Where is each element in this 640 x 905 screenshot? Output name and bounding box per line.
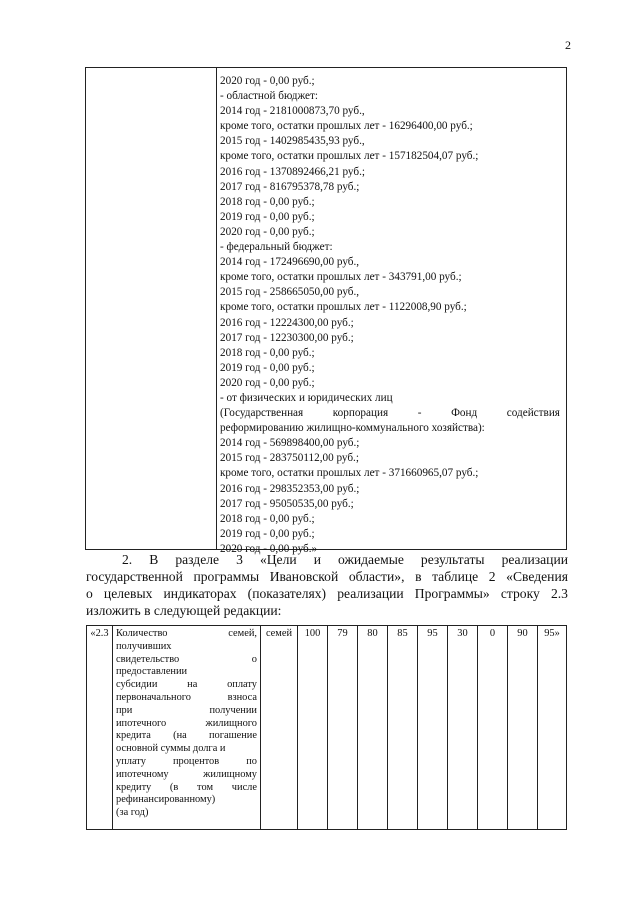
paragraph-word: строку [500, 586, 540, 601]
paragraph-line: изложить в следующей редакции: [86, 603, 282, 618]
funding-line: кроме того, остатки прошлых лет - 157182504,07 руб.; [220, 150, 479, 163]
description-line [116, 769, 257, 782]
description-word: процентов [172, 755, 220, 767]
funding-word: (Государственная [220, 407, 304, 420]
paragraph-line [86, 568, 568, 585]
paragraph-word: и [313, 552, 321, 567]
funding-cell [220, 74, 560, 557]
paragraph-word: программы [193, 569, 260, 584]
value-cell: 0 [478, 626, 508, 830]
row-number-cell: «2.3 [87, 626, 113, 830]
description-word: том [197, 781, 214, 793]
paragraph-word: Программы» [414, 586, 490, 601]
funding-line: 2019 год - 0,00 руб.; [220, 527, 315, 540]
funding-line: кроме того, остатки прошлых лет - 343791,00 руб.; [220, 271, 462, 284]
funding-line: - федеральный бюджет: [220, 241, 333, 254]
description-word: при [116, 704, 133, 716]
value-cell: 90 [508, 626, 538, 830]
description-word: семей, [228, 628, 257, 639]
description-word: оплату [227, 679, 257, 691]
funding-line: 2014 год - 2181000873,70 руб., [220, 105, 365, 118]
description-line [116, 666, 257, 679]
table-row [87, 626, 567, 830]
funding-line: 2016 год - 1370892466,21 руб.; [220, 165, 365, 178]
funding-table [85, 67, 567, 555]
description-line [116, 756, 257, 769]
paragraph-line [86, 585, 568, 602]
funding-word: содействия [506, 407, 560, 420]
description-line [116, 654, 257, 667]
description-word: жилищного [205, 717, 257, 729]
funding-line: - от физических и юридических лиц [220, 391, 393, 404]
funding-line: 2018 год - 0,00 руб.; [220, 512, 315, 525]
paragraph-word: разделе [175, 552, 220, 567]
paragraph-word: 3 [236, 552, 243, 567]
description-line [116, 743, 257, 756]
paragraph-word: индикаторах [163, 586, 237, 601]
paragraph-word: (показателях) [247, 586, 327, 601]
paragraph-word: реализации [337, 586, 404, 601]
description-line [116, 628, 257, 641]
funding-line: 2020 год - 0,00 руб.; [220, 225, 315, 238]
unit-cell: семей [261, 626, 298, 830]
funding-line: кроме того, остатки прошлых лет - 16296400,00 руб.; [220, 120, 473, 133]
funding-line: реформированию жилищно-коммунального хозяйства): [220, 422, 485, 435]
funding-line: 2018 год - 0,00 руб.; [220, 195, 315, 208]
paragraph-word: о [86, 586, 93, 601]
funding-line: 2016 год - 12224300,00 руб.; [220, 316, 354, 329]
paragraph-word: Ивановской [269, 569, 339, 584]
value-cell: 80 [358, 626, 388, 830]
funding-word: корпорация [332, 407, 389, 420]
funding-line: 2019 год - 0,00 руб.; [220, 361, 315, 374]
funding-justified-line [220, 406, 560, 421]
description-line [116, 794, 257, 807]
funding-list [220, 74, 560, 406]
description-word: числе [231, 781, 257, 793]
funding-line: 2014 год - 569898400,00 руб.; [220, 437, 360, 450]
description-word: свидетельство [116, 653, 180, 665]
amendment-paragraph [86, 551, 568, 619]
description-word: кредиту [116, 781, 152, 793]
description-word: на [187, 679, 198, 691]
description-line [116, 641, 257, 654]
description-word: кредита [116, 730, 151, 742]
description-word: уплату [116, 755, 146, 767]
paragraph-word: результаты [420, 552, 485, 567]
value-cell: 30 [448, 626, 478, 830]
description-word: взноса [227, 691, 257, 703]
funding-line: 2018 год - 0,00 руб.; [220, 346, 315, 359]
funding-line: 2014 год - 172496690,00 руб., [220, 256, 360, 269]
value-cell: 95» [538, 626, 567, 830]
value-cell: 95 [418, 626, 448, 830]
value-cell: 85 [388, 626, 418, 830]
value-cell: 79 [328, 626, 358, 830]
description-word: жилищному [203, 768, 257, 780]
description-word: (за год) [116, 807, 149, 819]
paragraph-word: 2.3 [550, 586, 568, 601]
description-word: получении [209, 704, 257, 716]
paragraph-word: В [149, 552, 159, 567]
funding-line: 2015 год - 258665050,00 руб., [220, 286, 360, 299]
funding-line: 2015 год - 1402985435,93 руб., [220, 135, 365, 148]
funding-line: 2017 год - 12230300,00 руб.; [220, 331, 354, 344]
paragraph-word: 2 [488, 569, 496, 584]
paragraph-word: 2. [122, 552, 133, 567]
paragraph-word: государственной [86, 569, 183, 584]
paragraph-word: реализации [501, 552, 568, 567]
funding-line: 2020 год - 0,00 руб.; [220, 75, 315, 87]
funding-line: - областной бюджет: [220, 90, 319, 103]
funding-line: 2016 год - 298352353,00 руб.; [220, 482, 360, 495]
paragraph-word: в [415, 569, 422, 584]
paragraph-word: целевых [103, 586, 153, 601]
description-word: рефинансированному) [116, 794, 216, 806]
description-word: предоставлении [116, 666, 188, 678]
description-word: получивших [116, 640, 172, 652]
description-word: погашение [209, 730, 257, 742]
paragraph-word: области», [348, 569, 405, 584]
funding-line: кроме того, остатки прошлых лет - 371660965,07 руб.; [220, 467, 479, 480]
paragraph-word: ожидаемые [338, 552, 404, 567]
description-word: первоначального [116, 691, 191, 703]
page-number: 2 [565, 38, 571, 52]
description-word: основной суммы долга и [116, 743, 226, 755]
paragraph-line [86, 551, 568, 568]
paragraph-word: «Цели [259, 552, 297, 567]
description-word: по [246, 755, 257, 767]
description-word: ипотечного [116, 717, 167, 729]
funding-line: 2017 год - 95050535,00 руб.; [220, 497, 354, 510]
description-line [116, 807, 257, 820]
funding-line: 2017 год - 816795378,78 руб.; [220, 180, 360, 193]
funding-line: 2020 год - 0,00 руб.; [220, 376, 315, 389]
funding-line: 2019 год - 0,00 руб.; [220, 210, 315, 223]
value-cell: 100 [298, 626, 328, 830]
paragraph-word: таблице [432, 569, 479, 584]
description-line [116, 782, 257, 795]
funding-line: 2015 год - 283750112,00 руб.; [220, 452, 359, 465]
indicator-description-cell [113, 626, 261, 830]
description-line [116, 705, 257, 718]
description-word: Количество [116, 628, 168, 639]
description-word: субсидии [116, 679, 158, 691]
description-line [116, 718, 257, 731]
description-line [116, 730, 257, 743]
table-column-divider [216, 68, 217, 549]
paragraph-word: «Сведения [506, 569, 568, 584]
funding-list [220, 421, 560, 557]
description-line [116, 679, 257, 692]
description-line [116, 692, 257, 705]
funding-line: кроме того, остатки прошлых лет - 1122008,90 руб.; [220, 301, 467, 314]
indicator-table [86, 625, 567, 830]
funding-line: 2020 год - 0,00 руб.» [220, 542, 318, 555]
description-word: (в [169, 781, 179, 793]
description-word: ипотечному [116, 768, 169, 780]
description-word: о [251, 653, 257, 665]
description-word: (на [173, 730, 187, 742]
funding-word: - [417, 407, 422, 420]
funding-word: Фонд [451, 407, 478, 420]
